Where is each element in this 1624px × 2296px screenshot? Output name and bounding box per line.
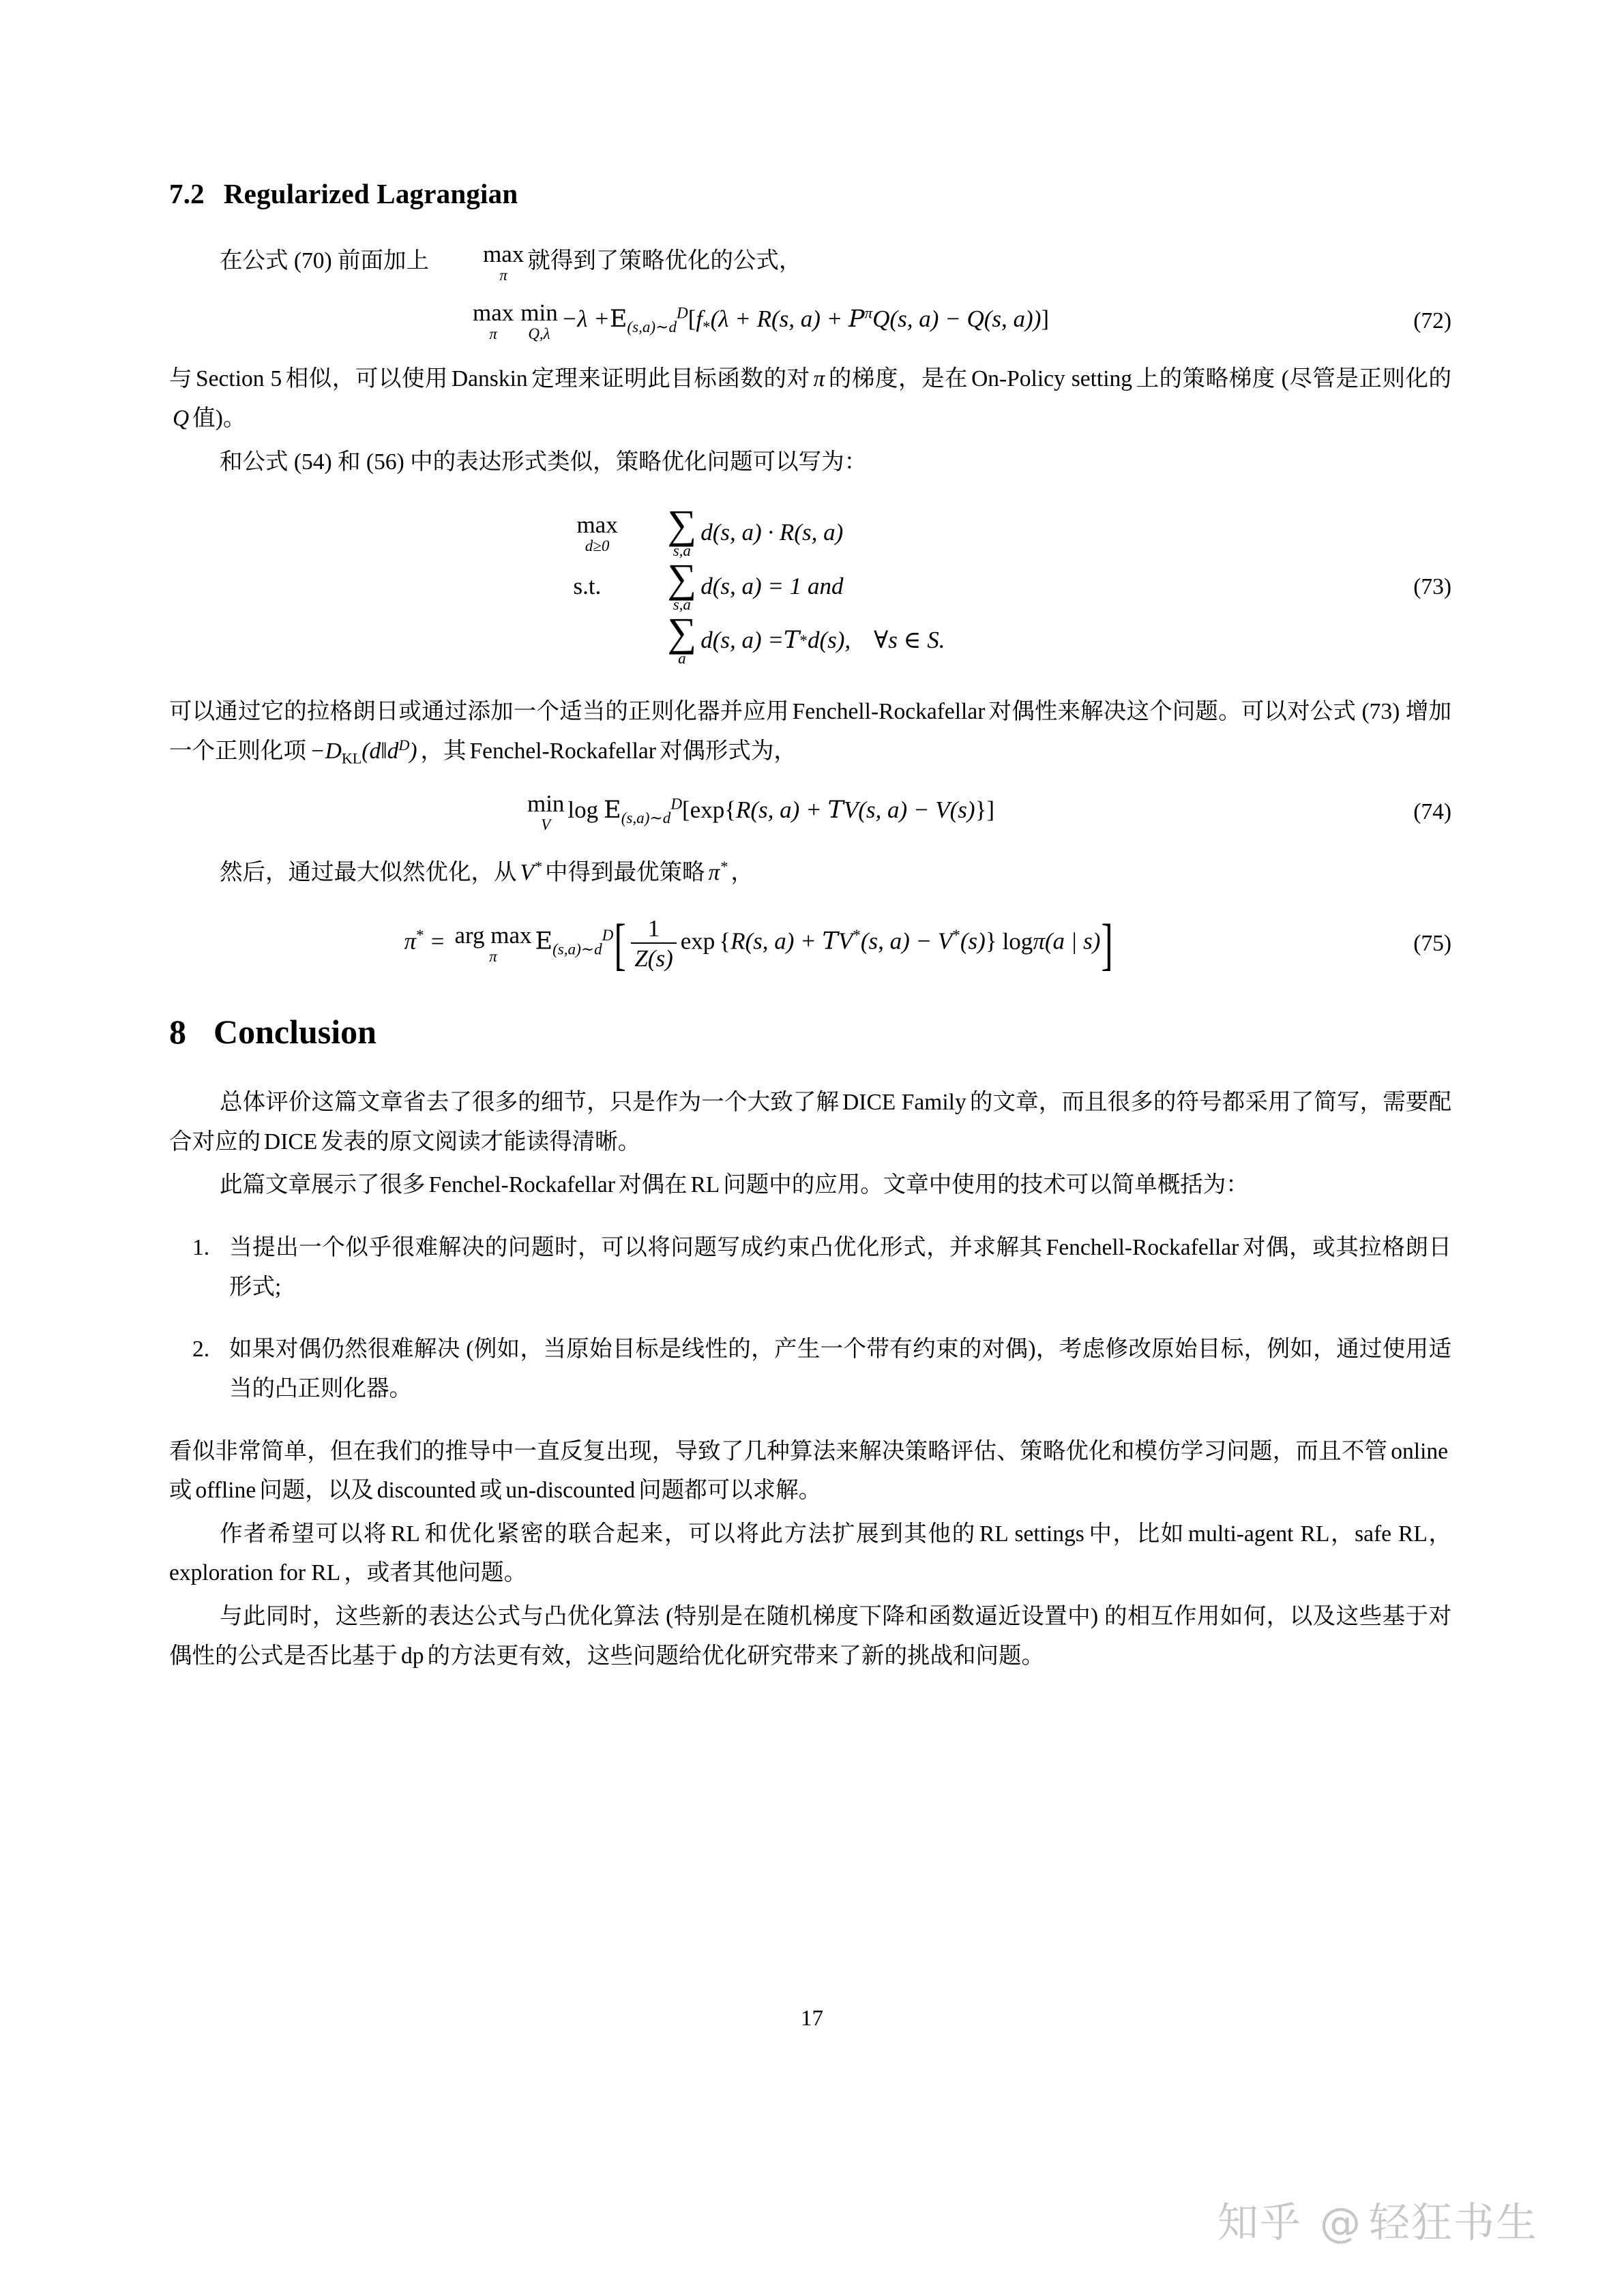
list-item: [169, 1330, 1451, 1408]
watermark-handle: 轻狂书生: [1369, 2199, 1538, 2247]
section-title: Regularized Lagrangian: [223, 178, 518, 209]
equation-74-number: (74): [1413, 799, 1451, 825]
eq74-close-bracket: ]: [986, 796, 995, 824]
p2-d: 的梯度，是在: [828, 366, 969, 392]
equation-75: [404, 912, 1114, 976]
equation-75-row: [169, 912, 1451, 976]
eq72-inner: (λ + R(s, a) +: [710, 305, 849, 333]
eq73-st-label: s.t.: [573, 573, 602, 600]
paragraph-p1: [169, 241, 1451, 283]
c2-fenchel-rockafellar: Fenchel-Rockafellar: [428, 1172, 615, 1198]
eq72-fstar: f: [696, 305, 703, 333]
equation-73-body: [169, 502, 1349, 669]
p2-f: 值)。: [192, 405, 246, 431]
eq72-open-bracket: [: [688, 305, 696, 333]
c4-b: 和优化紧密的联合起来，可以将此方法扩展到其他的: [423, 1521, 976, 1547]
p4-a: 可以通过它的拉格朗日或通过添加一个适当的正则化器并应用: [169, 699, 789, 725]
eq73-sum-3-sub: a: [678, 650, 686, 668]
equation-74-row: [169, 792, 1451, 833]
eq73-sum-1: ∑ s,a: [667, 502, 697, 560]
eq75-body-b: V: [838, 927, 853, 955]
c4-rl-settings: RL settings: [979, 1521, 1084, 1547]
eq75-body-a: R(s, a) +: [730, 927, 823, 955]
eq72-transition-sup: π: [864, 303, 873, 322]
c5-b: 的方法更有效，这些问题给优化研究带来了新的挑战和问题。: [427, 1643, 1044, 1669]
c3-offline: offline: [195, 1478, 256, 1504]
eq75-log: log: [1002, 927, 1033, 955]
eq74-expectation-sup: D: [670, 794, 682, 813]
eq75-tail: π(a | s): [1033, 927, 1101, 955]
p2-c: 定理来证明此目标函数的对: [531, 366, 810, 392]
paragraph-c4: [169, 1515, 1451, 1593]
c2-rl: RL: [690, 1172, 720, 1198]
c2-c: 问题中的应用。文章中使用的技术可以简单概括为：: [723, 1172, 1249, 1198]
c4-a: 作者希望可以将: [220, 1521, 388, 1547]
eq75-expectation-sup: D: [602, 926, 614, 944]
section-heading-8: [169, 1012, 1451, 1052]
p4-dkl-end: ): [409, 738, 417, 764]
eq73-sum-2: ∑ s,a: [667, 556, 697, 614]
eq75-open-bracket: [: [614, 912, 627, 976]
eq74-exp: exp: [690, 796, 725, 824]
c3-online: online: [1391, 1438, 1448, 1464]
eq75-fraction: [631, 916, 676, 971]
p3-a: 和公式 (54) 和 (56) 中的表达形式类似，策略优化问题可以写为：: [220, 449, 868, 475]
c3-e: 问题都可以求解。: [638, 1478, 822, 1504]
eq75-pi: π: [404, 927, 417, 955]
eq73-sum-1-sub: s,a: [673, 542, 691, 560]
p4-b: 对偶性来解决这个问题。可以对公式 (73) 增加一个正则化项: [169, 699, 1452, 764]
p2-danskin: Danskin: [451, 366, 528, 392]
eq73-max: max: [576, 511, 618, 538]
eq74-brace-open: {: [724, 796, 737, 824]
c3-c: 问题，以及: [259, 1478, 374, 1504]
c2-a: 此篇文章展示了很多: [220, 1172, 426, 1198]
eq72-transition-operator: P: [848, 305, 865, 333]
p4-dkl: [310, 736, 417, 767]
c3-undiscounted: un-discounted: [505, 1478, 636, 1504]
p5-pi-sup: *: [720, 858, 728, 876]
p5-v-sup: *: [533, 858, 542, 876]
max-subscript: π: [499, 267, 507, 284]
eq72-expectation-symbol: E: [609, 305, 628, 333]
list-item: [169, 1228, 1451, 1307]
equation-72-body: [169, 301, 1349, 342]
c1-a: 总体评价这篇文章省去了很多的细节，只是作为一个大致了解: [220, 1090, 840, 1116]
eq75-frac-numerator: 1: [647, 915, 660, 942]
c2-b: 对偶在: [618, 1172, 688, 1198]
conclusion-title: Conclusion: [213, 1013, 377, 1052]
list-item-1-text-b: 对偶，或其拉格朗日形式;: [229, 1235, 1452, 1300]
eq73-forall: ∀s ∈ S.: [874, 627, 945, 654]
eq72-tail: Q(s, a) − Q(s, a)): [872, 305, 1042, 333]
p4-c: ，其: [420, 738, 467, 764]
eq74-open-bracket: [: [682, 796, 690, 824]
c4-d: ，或者其他问题。: [344, 1560, 527, 1586]
c1-b: 的文章，而且很多的符号都采用了简写，需要配合对应的: [169, 1090, 1452, 1154]
eq72-fstar-sub: *: [703, 318, 711, 336]
watermark-site: 知乎: [1217, 2199, 1302, 2247]
eq75-argmax-op: arg max π: [454, 921, 532, 965]
conclusion-number: 8: [169, 1013, 186, 1052]
c5-a: 与此同时，这些新的表达公式与凸优化算法 (特别是在随机梯度下降和函数逼近设置中) 的相互作用如何，以及这些基于对偶性的公式是否比基于: [169, 1603, 1451, 1669]
eq73-line-2-body: d(s, a) = 1 and: [700, 573, 844, 600]
eq75-frac-denominator: Z(s): [631, 942, 676, 971]
eq74-log: log: [567, 796, 599, 824]
c1-dice: DICE: [264, 1129, 318, 1154]
eq72-expectation-sub: (s,a)∼d: [627, 318, 677, 336]
p5-b: 中得到最优策略: [545, 860, 705, 886]
paragraph-c3: [169, 1432, 1451, 1510]
p2-b: 相似，可以使用: [285, 366, 448, 392]
eq75-pi-sup: *: [416, 926, 424, 944]
paragraph-p5: [169, 853, 1451, 893]
p4-fenchell-rockafellar: Fenchell-Rockafellar: [792, 699, 986, 725]
eq74-min-op: min V: [527, 790, 565, 834]
eq72-expectation-sup: D: [677, 303, 688, 322]
equation-73: [573, 502, 945, 669]
paragraph-c1: [169, 1083, 1451, 1161]
c5-dp: dp: [401, 1643, 424, 1669]
eq74-expectation-symbol: E: [604, 796, 621, 824]
p2-pi: π: [813, 366, 825, 392]
p4-dkl-sup: D: [398, 736, 410, 754]
eq74-body-a: R(s, a) +: [736, 796, 828, 824]
eq73-sum-2-sub: s,a: [673, 596, 691, 614]
equation-74-body: [169, 792, 1349, 833]
eq73-bellman-sub: *: [799, 631, 808, 649]
watermark: [1217, 2190, 1538, 2249]
page-number: 17: [801, 2006, 823, 2031]
c3-b: 或: [169, 1478, 192, 1504]
eq75-body-d: (s): [960, 927, 986, 955]
equation-74: [524, 792, 994, 833]
p2-q: Q: [173, 405, 190, 431]
eq75-close-bracket: ]: [1101, 912, 1114, 976]
equation-73-row: [169, 502, 1451, 669]
section-number: 7.2: [169, 178, 205, 209]
eq73-sum-3: ∑ a: [667, 610, 697, 668]
paragraph-c5: [169, 1597, 1451, 1675]
c4-c: 中，比如: [1087, 1521, 1185, 1547]
eq73-max-sub: d≥0: [585, 537, 610, 554]
eq75-body-c-sup: *: [952, 926, 960, 944]
p2-onpolicy: On-Policy setting: [971, 366, 1133, 392]
eq73-max-label: [573, 513, 663, 554]
eq74-expectation-sub: (s,a)∼d: [621, 809, 671, 827]
p1-text-b: 就得到了策略优化的公式，: [527, 248, 802, 273]
eq73-line-2: [573, 556, 945, 614]
c3-a: 看似非常简单，但在我们的推导中一直反复出现，导致了几种算法来解决策略评估、策略优化和模仿学习问题，而且不管: [169, 1438, 1388, 1464]
eq73-bellman-operator: T: [784, 627, 800, 655]
max-pi-operator: [432, 242, 524, 283]
equation-75-number: (75): [1413, 930, 1451, 956]
p5-v: V: [520, 860, 534, 886]
eq75-equals: =: [430, 927, 445, 955]
eq75-bellman-operator: T: [822, 927, 838, 955]
p4-dkl-arg: (d‖d: [361, 738, 399, 764]
eq75-expectation-symbol: E: [535, 927, 553, 955]
list-item-1-text-a: 当提出一个似乎很难解决的问题时，可以将问题写成约束凸优化形式，并求解其: [229, 1235, 1043, 1261]
eq72-max-op: max π: [472, 299, 514, 343]
eq72-close-bracket: ]: [1041, 305, 1049, 333]
p2-e: 上的策略梯度 (尽管是正则化的: [1136, 366, 1452, 392]
p5-c: ，: [730, 860, 754, 886]
p4-d: 对偶形式为，: [659, 738, 797, 764]
eq73-line-1: [573, 502, 945, 560]
list-item-1-latin: Fenchell-Rockafellar: [1046, 1235, 1239, 1261]
eq75-expectation-sub: (s,a)∼d: [552, 940, 602, 958]
p5-v-star: [520, 860, 542, 885]
c4-multi-agent: multi-agent RL，safe RL，exploration for RL: [169, 1521, 1452, 1586]
p4-dkl-d: −D: [310, 738, 342, 764]
eq75-brace-open: {: [719, 927, 731, 955]
p5-pi: π: [708, 860, 720, 886]
eq75-body-b-sup: *: [853, 926, 861, 944]
eq73-line-3-a: d(s, a) =: [700, 627, 784, 654]
c4-rl: RL: [391, 1521, 420, 1547]
eq74-bellman-operator: T: [827, 796, 844, 824]
max-label: max: [483, 241, 525, 268]
eq74-brace-close: }: [975, 796, 987, 824]
eq73-line-1-body: d(s, a) · R(s, a): [700, 519, 844, 546]
eq73-line-3: [573, 610, 945, 668]
eq72-neg-lambda: −λ +: [561, 305, 610, 333]
page-content: [169, 177, 1451, 1680]
p4-dkl-sub: KL: [341, 749, 362, 767]
c1-c: 发表的原文阅读才能读得清晰。: [321, 1129, 641, 1154]
eq74-body-b: V(s, a) − V(s): [843, 796, 975, 824]
p5-pi-star: [709, 860, 728, 885]
p2-a: 与: [169, 366, 193, 392]
p1-text-a: 在公式 (70) 前面加上: [220, 248, 430, 273]
c3-discounted: discounted: [377, 1478, 476, 1504]
c3-d: 或: [479, 1478, 503, 1504]
paragraph-p4: [169, 692, 1451, 771]
eq75-body-c: (s, a) − V: [860, 927, 953, 955]
equation-73-number: (73): [1413, 573, 1451, 599]
p2-section-ref: Section 5: [196, 366, 282, 392]
eq75-exp: exp: [680, 927, 715, 955]
eq73-line-3-b: d(s),: [807, 627, 851, 654]
c1-dice-family: DICE Family: [842, 1090, 966, 1116]
equation-75-body: [169, 912, 1349, 976]
paragraph-c2: [169, 1165, 1451, 1205]
list-item-2-text-a: 如果对偶仍然很难解决 (例如，当原始目标是线性的，产生一个带有约束的对偶)，考虑修改原始目标，例如，通过使用适当的凸正则化器。: [229, 1337, 1451, 1401]
p4-fenchel-rockafellar: Fenchel-Rockafellar: [469, 738, 656, 764]
watermark-at-icon: @: [1320, 2199, 1362, 2247]
equation-72: [469, 301, 1049, 342]
equation-72-row: [169, 301, 1451, 342]
equation-72-number: (72): [1413, 308, 1451, 334]
paragraph-p3: [169, 443, 1451, 482]
eq72-min-op: min Q,λ: [520, 299, 558, 343]
p5-a: 然后，通过最大似然优化，从: [220, 860, 517, 886]
eq75-brace-close: }: [985, 927, 997, 955]
section-heading-7-2: [169, 177, 1451, 210]
paragraph-p2: [169, 359, 1451, 438]
conclusion-technique-list: [169, 1228, 1451, 1408]
